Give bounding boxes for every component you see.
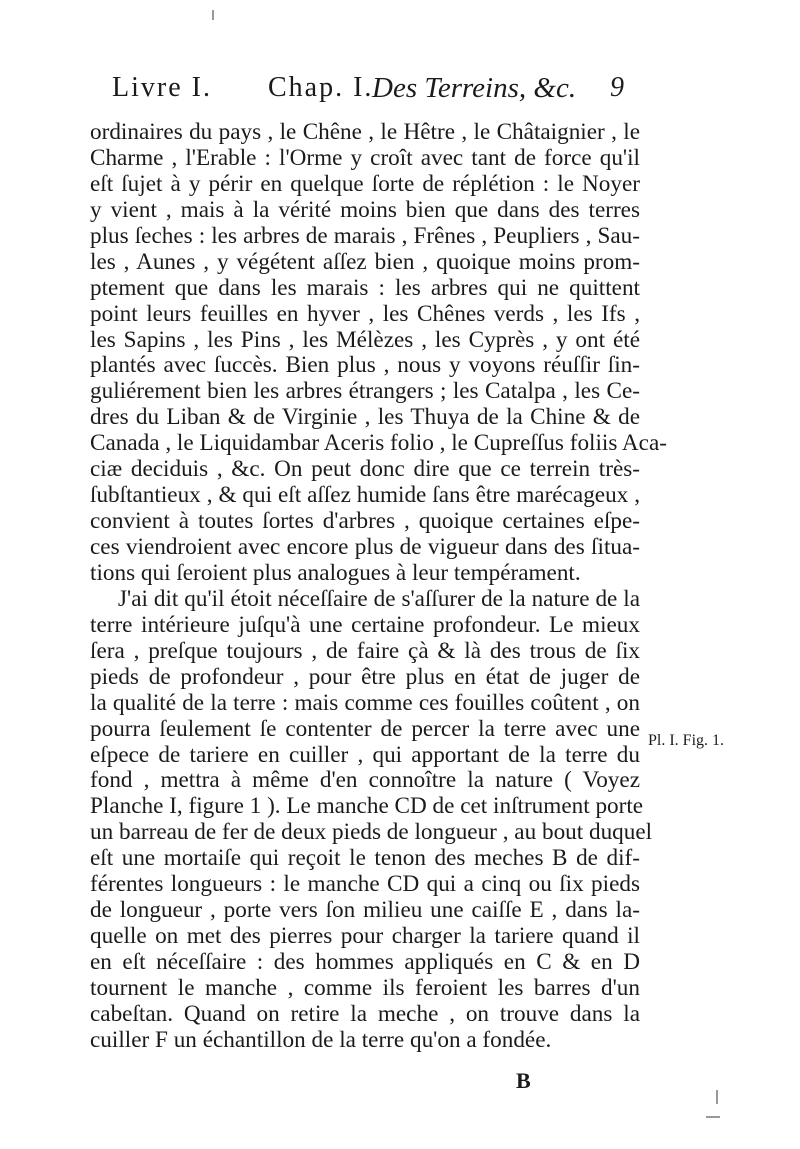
text-line: Planche I, figure 1 ). Le manche CD de cet inſtrument porte bbox=[90, 793, 644, 820]
text-line: terre intérieure juſqu'à une certaine profondeur. Le mieux bbox=[90, 611, 640, 638]
text-line: guliérement bien les arbres étrangers ; les Catalpa , les Ce- bbox=[90, 378, 640, 405]
header-title: Des Terreins, &c. bbox=[372, 72, 577, 104]
text-line: eſt ſujet à y périr en quelque ſorte de réplétion : le Noyer bbox=[90, 170, 640, 197]
text-line: plantés avec ſuccès. Bien plus , nous y voyons réuſſir ſin- bbox=[90, 352, 640, 379]
text-line: ciæ deciduis , &c. On peut donc dire que ce terrein très- bbox=[90, 456, 640, 483]
text-line: ordinaires du pays , le Chêne , le Hêtre , le Châtaignier , le bbox=[90, 119, 640, 145]
page-number: 9 bbox=[610, 72, 624, 103]
text-line: plus ſeches : les arbres de marais , Frênes , Peupliers , Sau- bbox=[90, 222, 640, 249]
text-line: de longueur , porte vers ſon milieu une caiſſe E , dans la- bbox=[90, 897, 640, 924]
text-line: tions qui ſeroient plus analogues à leur tempérament. bbox=[90, 559, 581, 586]
text-line: quelle on met des pierres pour charger la tariere quand il bbox=[90, 923, 640, 950]
text-line: pourra ſeulement ſe contenter de percer la terre avec une bbox=[90, 715, 640, 742]
text-line: point leurs feuilles en hyver , les Chênes verds , les Ifs , bbox=[90, 300, 640, 327]
text-line: Canada , le Liquidambar Aceris folio , le Cupreſſus foliis Aca- bbox=[90, 430, 667, 457]
text-line: dres du Liban & de Virginie , les Thuya de la Chine & de bbox=[90, 404, 640, 431]
text-line: la qualité de la terre : mais comme ces fouilles coûtent , on bbox=[90, 689, 640, 716]
text-line: J'ai dit qu'il étoit néceſſaire de s'aſſurer de la nature de la bbox=[118, 585, 640, 612]
text-line: les , Aunes , y végétent aſſez bien , quoique moins prom- bbox=[90, 248, 640, 275]
text-line: ſubſtantieux , & qui eſt aſſez humide ſans être marécageux , bbox=[90, 482, 640, 509]
text-line: un barreau de fer de deux pieds de longueur , au bout duquel bbox=[90, 819, 653, 846]
signature-mark: B bbox=[516, 1068, 531, 1093]
text-line: en eſt néceſſaire : des hommes appliqués en C & en D bbox=[90, 949, 640, 975]
text-line: ptement que dans les marais : les arbres qui ne quittent bbox=[90, 274, 640, 301]
text-line: tournent le manche , comme ils feroient les barres d'un bbox=[90, 974, 640, 1001]
text-line: férentes longueurs : le manche CD qui a cinq ou ſix pieds bbox=[90, 871, 640, 898]
text-line: cabeſtan. Quand on retire la meche , on trouve dans la bbox=[90, 1000, 640, 1027]
text-line: eſpece de tariere en cuiller , qui apportant de la terre du bbox=[90, 741, 640, 768]
text-line: ſera , preſque toujours , de faire çà & là des trous de ſix bbox=[90, 637, 640, 664]
header-livre: Livre I. bbox=[112, 72, 212, 103]
text-line: Charme , l'Erable : l'Orme y croît avec tant de force qu'il bbox=[90, 144, 640, 171]
body-text bbox=[90, 119, 667, 1054]
text-line: ces viendroient avec encore plus de vigueur dans des ſitua- bbox=[90, 534, 640, 560]
text-line: fond , mettra à même d'en connoître la nature ( Voyez bbox=[90, 767, 640, 794]
paper-speck bbox=[706, 1116, 720, 1118]
text-line: eſt une mortaiſe qui reçoit le tenon des meches B de dif- bbox=[90, 845, 640, 872]
text-line: convient à toutes ſortes d'arbres , quoique certaines eſpe- bbox=[90, 508, 640, 535]
paper-speck bbox=[212, 10, 214, 20]
paper-speck bbox=[716, 1090, 718, 1104]
text-line: y vient , mais à la vérité moins bien que dans des terres bbox=[90, 196, 640, 223]
text-line: cuiller F un échantillon de la terre qu'on a fondée. bbox=[90, 1026, 552, 1053]
text-line: les Sapins , les Pins , les Mélèzes , les Cyprès , y ont été bbox=[90, 326, 640, 353]
header-chapter: Chap. I. bbox=[268, 72, 374, 103]
text-line: pieds de profondeur , pour être plus en état de juger de bbox=[90, 663, 640, 690]
running-header bbox=[112, 72, 632, 112]
margin-note: Pl. I. Fig. 1. bbox=[648, 732, 725, 749]
